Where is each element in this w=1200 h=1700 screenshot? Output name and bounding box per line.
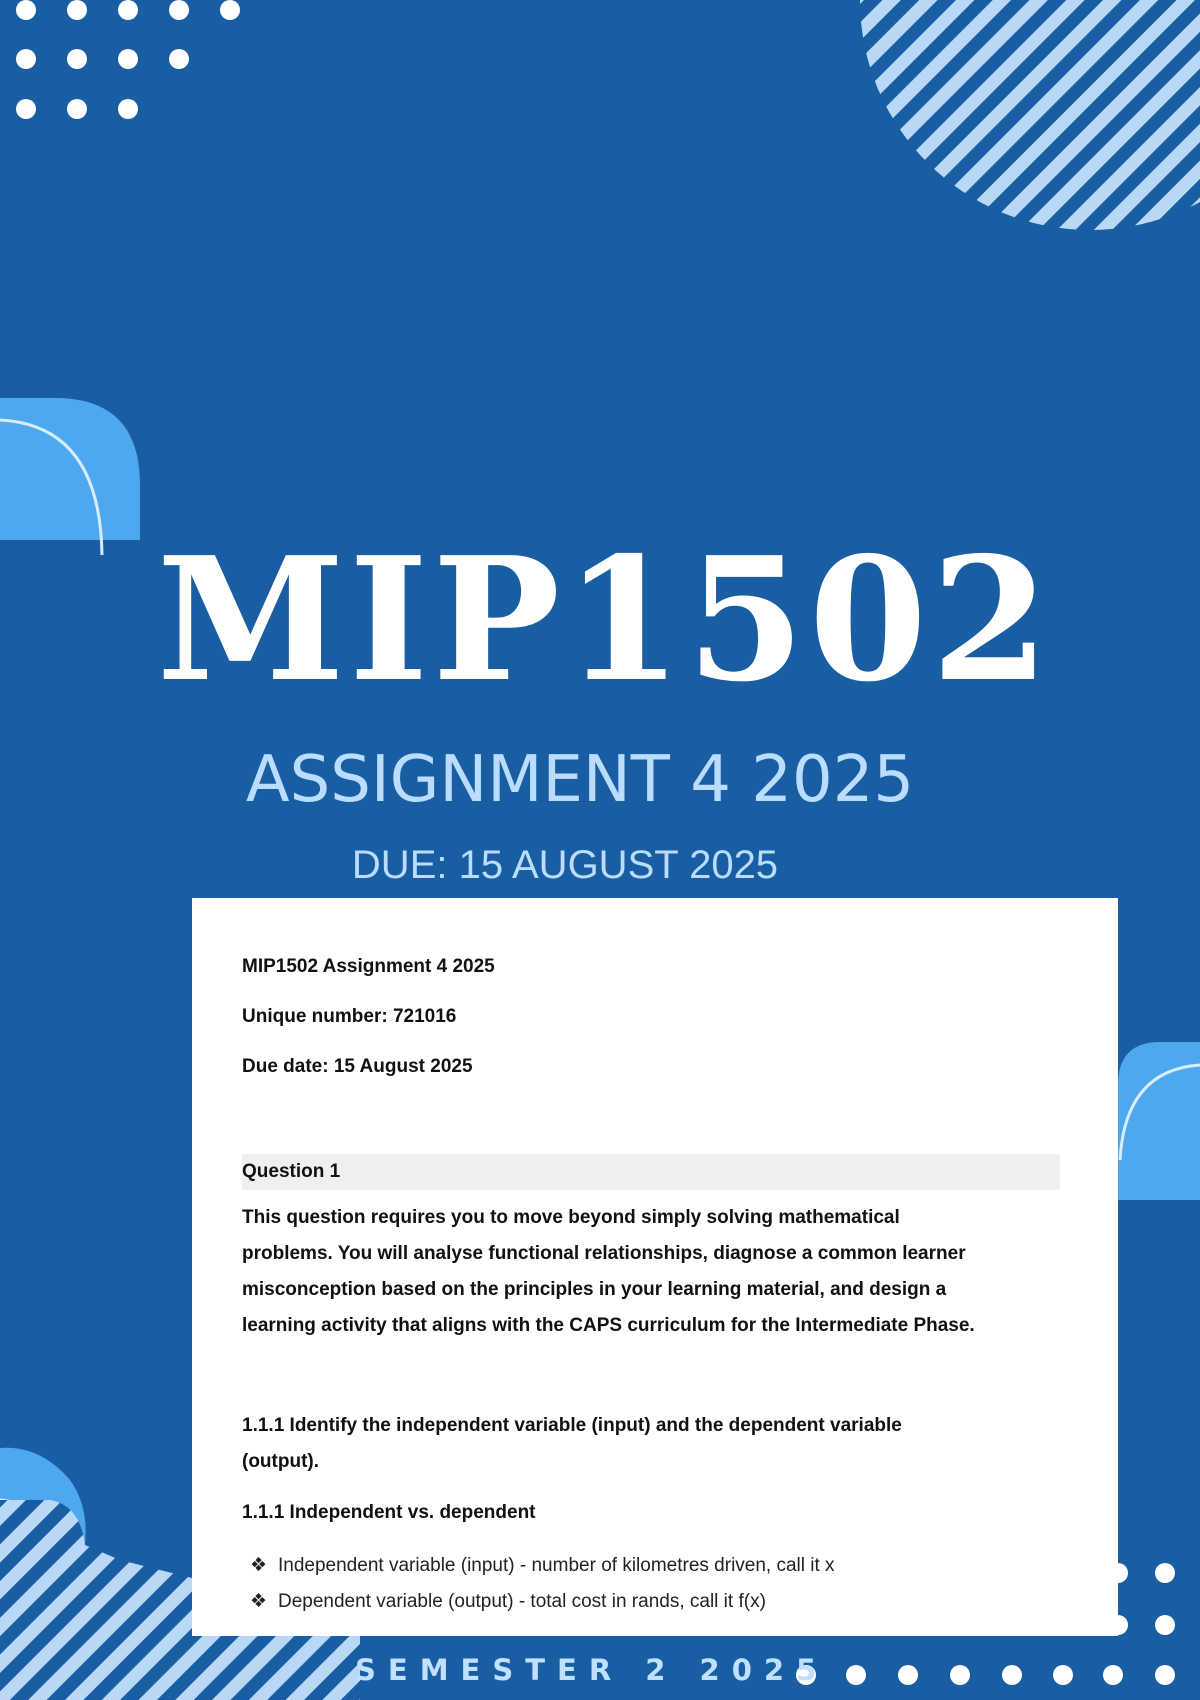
quarter-shape-left (0, 398, 140, 540)
question-intro (242, 1200, 1072, 1344)
list-item-text: Dependent variable (output) - total cost in rands, call it f(x) (278, 1591, 766, 1612)
task-line: 1.1.1 Identify the independent variable (input) and the dependent variable (242, 1415, 902, 1436)
semester-footer: SEMESTER 2 2025 (355, 1653, 829, 1687)
assignment-subtitle: ASSIGNMENT 4 2025 (245, 743, 915, 817)
intro-line: problems. You will analyse functional relationships, diagnose a common learner (242, 1243, 966, 1264)
dot-grid-top-left (16, 0, 240, 119)
list-item (250, 1590, 766, 1613)
document-preview (192, 898, 1118, 1636)
task-line: (output). (242, 1451, 320, 1472)
due-date: Due date: 15 August 2025 (242, 1056, 473, 1077)
striped-circle-top-right (840, 0, 1200, 230)
intro-line: This question requires you to move beyond simply solving mathematical (242, 1207, 900, 1228)
course-code-title: MIP1502 (156, 520, 1054, 720)
question-header (242, 1154, 1060, 1190)
intro-line: misconception based on the principles in your learning material, and design a (242, 1279, 947, 1300)
four-diamond-bullet-icon: ❖ (250, 1591, 268, 1612)
intro-line: learning activity that aligns with the CAPS curriculum for the Intermediate Phase. (242, 1315, 975, 1336)
subheading: 1.1.1 Independent vs. dependent (242, 1502, 536, 1523)
four-diamond-bullet-icon: ❖ (250, 1555, 268, 1576)
unique-number: Unique number: 721016 (242, 1006, 457, 1027)
doc-heading: MIP1502 Assignment 4 2025 (242, 956, 495, 977)
due-date-banner: DUE: 15 AUGUST 2025 (351, 843, 779, 887)
question-title: Question 1 (242, 1161, 341, 1182)
list-item-text: Independent variable (input) - number of kilometres driven, call it x (278, 1555, 835, 1576)
task-prompt (242, 1408, 1072, 1480)
list-item (250, 1554, 835, 1577)
